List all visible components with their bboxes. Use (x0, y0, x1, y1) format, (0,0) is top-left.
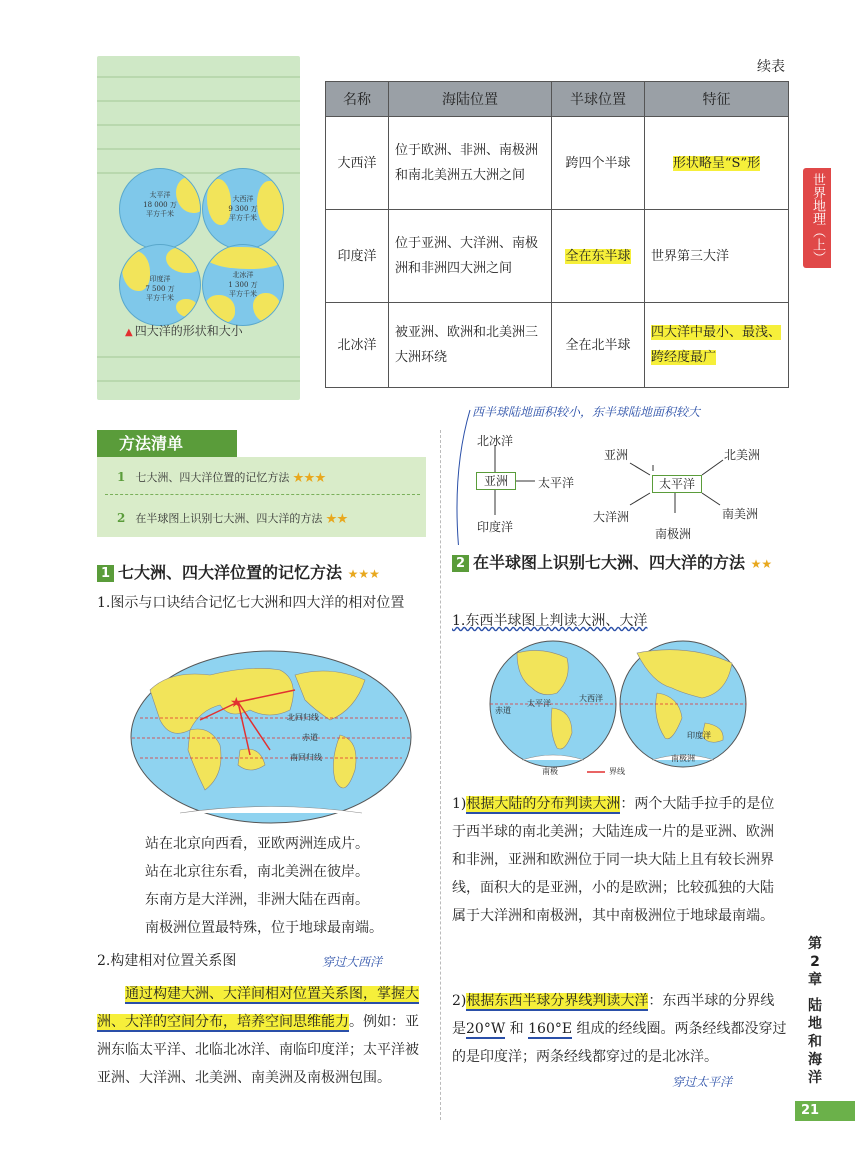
section1-p1: 1.图示与口诀结合记忆七大洲和四大洋的相对位置 (97, 595, 405, 611)
photo-caption: ▲ 四大洋的形状和大小 (125, 324, 243, 338)
diagram-label: 南极洲 (655, 527, 692, 541)
globe-pacific: 太平洋 18 000 万 平方千米 (119, 168, 201, 250)
diagram-label: 北冰洋 (477, 434, 514, 448)
diagram-label: 北美洲 (724, 448, 761, 462)
page-number: 21 (795, 1101, 855, 1121)
globe-atlantic: 大西洋 9 300 万 平方千米 (202, 168, 284, 250)
globe-arctic: 北冰洋 1 300 万 平方千米 (202, 244, 284, 326)
map-label: 印度洋 (687, 731, 711, 740)
diagram-box-asia: 亚洲 (476, 472, 516, 490)
map-label: 赤道 (302, 733, 318, 742)
diagram-label: 南美洲 (722, 507, 759, 521)
svg-text:★: ★ (230, 695, 243, 711)
method-item: 1 七大洲、四大洋位置的记忆方法 ★★★ (117, 470, 326, 484)
mnemonic-poem: 站在北京向西看，亚欧两洲连成片。 站在北京往东看，南北美洲在彼岸。 东南方是大洋洲，非洲大陆在西南。 南极洲位置最特殊，位于地球最南端。 (145, 836, 383, 936)
section2-p1: 1.东西半球图上判读大洲、大洋 (452, 613, 648, 629)
table-continued-label: 续表 (757, 59, 785, 75)
diagram-label: 印度洋 (477, 520, 514, 534)
section1-p3: 通过构建大洲、大洋间相对位置关系图，掌握大洲、大洋的空间分布，培养空间思维能力。例如：亚洲东临太平洋、北临北冰洋、南临印度洋；太平洋被亚洲、大洋洲、北美洲、南美洲及南极洲包围。 (97, 986, 419, 1086)
section2-p2a: 2)根据东西半球分界线判读大洋：东西半球的分界线是20°W 和 160°E 组成的经线圈。两条经线都没穿过的是印度洋；两条经线都穿过的是北冰洋。 (452, 993, 787, 1065)
section2-p1a: 1)根据大陆的分布判读大洲：两个大陆手拉手的是位于西半球的南北美洲；大陆连成一片的是亚洲、欧洲和非洲，亚洲和欧洲位于同一块大陆上且有较长洲界线，面积大的是亚洲，小的是欧洲；比较孤独的大陆属于大洋洲和南极洲，其中南极洲位于地球最南端。 (452, 796, 775, 924)
handwritten-note-pacific: 穿过太平洋 (672, 1075, 733, 1089)
map-label: 南回归线 (290, 753, 322, 762)
handwritten-note-atlantic: 穿过大西洋 (322, 955, 383, 969)
table-row: 印度洋 位于亚洲、大洋洲、南极洲和非洲四大洲之间 全在东半球 世界第三大洋 (326, 210, 789, 303)
method-list-box (97, 457, 426, 537)
world-map (130, 650, 412, 825)
handwritten-note-top: 西半球陆地面积较小，东半球陆地面积较大 (472, 405, 701, 419)
ocean-photo-panel (97, 56, 300, 400)
hemisphere-map (487, 638, 749, 778)
method-list-title: 方法清单 (97, 430, 237, 457)
table-row: 大西洋 位于欧洲、非洲、南极洲和南北美洲五大洲之间 跨四个半球 形状略呈“S”形 (326, 117, 789, 210)
map-label: 太平洋 (527, 699, 551, 708)
ocean-table (325, 81, 789, 388)
diagram-box-pacific: 太平洋 (652, 475, 702, 493)
side-tab-world-geography: 世界地理（上） (803, 168, 831, 268)
map-label: 大西洋 (579, 694, 603, 703)
globe-indian: 印度洋 7 500 万 平方千米 (119, 244, 201, 326)
map-label: 南极洲 (671, 754, 695, 763)
method-item: 2 在半球图上识别七大洲、四大洋的方法 ★★ (117, 511, 348, 525)
table-header: 海陆位置 (389, 82, 552, 117)
map-label: 南极 (542, 767, 558, 776)
table-header: 特征 (645, 82, 789, 117)
diagram-label: 大洋洲 (593, 510, 630, 524)
section2-title: 2 在半球图上识别七大洲、四大洋的方法 ★★ (452, 550, 792, 577)
chapter-label: 第 2 章 陆 地 和 海 洋 (808, 936, 822, 1086)
diagram-label: 太平洋 (538, 476, 575, 490)
map-label: 北回归线 (287, 713, 319, 722)
section1-title: 1 七大洲、四大洋位置的记忆方法 ★★★ (97, 560, 380, 583)
map-label: 界线 (609, 767, 625, 776)
table-row: 北冰洋 被亚洲、欧洲和北美洲三大洲环绕 全在北半球 四大洋中最小、最浅、跨经度最广 (326, 303, 789, 388)
table-header: 半球位置 (552, 82, 645, 117)
map-label: 赤道 (495, 706, 511, 715)
section1-p2: 2.构建相对位置关系图 (97, 953, 237, 969)
diagram-label: 亚洲 (604, 448, 629, 462)
table-header: 名称 (326, 82, 389, 117)
